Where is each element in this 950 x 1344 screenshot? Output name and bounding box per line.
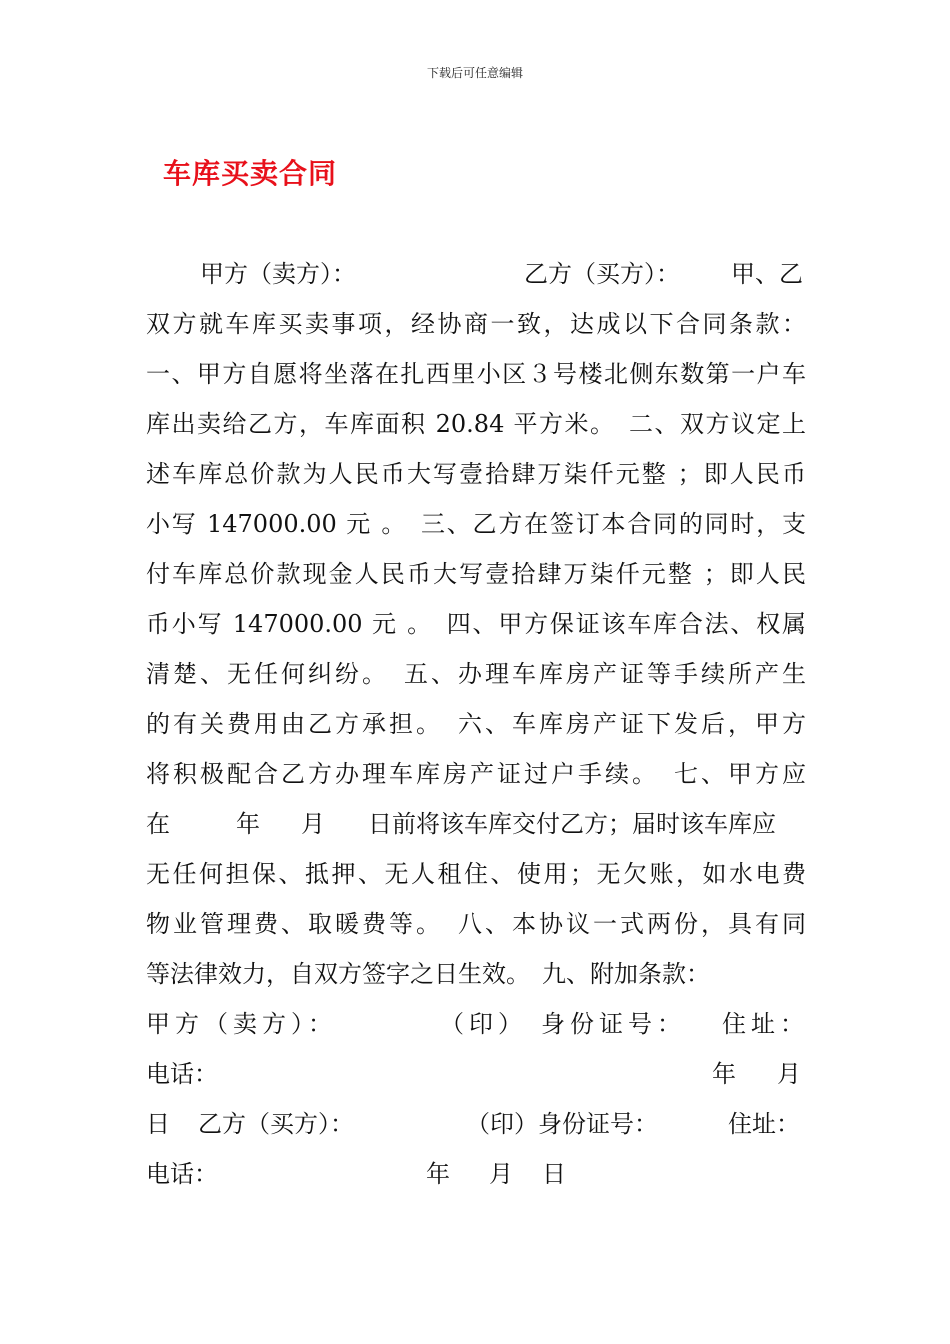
party-a-signature-label: 甲方（卖方）： [146,1010,337,1038]
phone-label: 电话： [146,1060,218,1088]
id-number-label: 身份证号： [541,1010,686,1038]
address-label: 住址： [722,1010,809,1038]
body-line: 双方就车库买卖事项，经协商一致，达成以下合同条款： [146,310,806,338]
body-line [146,1149,806,1199]
body-line: 的有关费用由乙方承担。 六、车库房产证下发后，甲方 [146,710,806,738]
body-line: 一、甲方自愿将坐落在扎西里小区３号楼北侧东数第一户车 [146,360,806,388]
body-line: 付车库总价款现金人民币大写壹拾肆万柒仟元整 ；即人民 [146,560,806,588]
body-line [146,799,806,849]
body-line [146,1099,806,1149]
month-label: 月 [777,1060,801,1088]
party-b-signature-label: 乙方（买方）： [198,1110,354,1138]
party-b-label: 乙方（买方）： [524,260,680,288]
seal-id-label: （印）身份证号： [466,1110,658,1138]
body-line: 物业管理费、取暖费等。 八、本协议一式两份，具有同 [146,910,806,938]
body-line [146,249,806,299]
body-line: 将积极配合乙方办理车库房产证过户手续。 七、甲方应 [146,760,806,788]
body-line [146,999,809,1049]
page-title: 车库买卖合同 [163,157,338,190]
year-label: 年 [712,1060,736,1088]
party-a-label: 甲方（卖方）： [200,260,356,288]
year-label: 年 [426,1160,450,1188]
body-line: 小写 147000.00 元 。 三、乙方在签订本合同的同时，支 [146,510,806,538]
day-label: 日 [146,1110,170,1138]
seal-label: （印） [440,1010,527,1038]
body-line: 无任何担保、抵押、无人租住、使用；无欠账，如水电费 [146,860,806,888]
year-label: 年 [236,810,260,838]
body-text-segment: 日前将该车库交付乙方；届时该车库应 [368,810,776,838]
body-line: 币小写 147000.00 元 。 四、甲方保证该车库合法、权属 [146,610,806,638]
address-label: 住址： [728,1110,800,1138]
day-label: 日 [542,1160,566,1188]
body-text-segment: 甲、乙 [731,260,803,288]
body-line: 库出卖给乙方，车库面积 20.84 平方米。 二、双方议定上 [146,410,806,438]
body-line [146,1049,806,1099]
month-label: 月 [301,810,325,838]
body-line: 述车库总价款为人民币大写壹拾肆万柒仟元整 ；即人民币 [146,460,806,488]
header-note: 下载后可任意编辑 [426,66,523,80]
month-label: 月 [489,1160,513,1188]
body-line: 清楚、无任何纠纷。 五、办理车库房产证等手续所产生 [146,660,806,688]
body-line: 等法律效力，自双方签字之日生效。 九、附加条款： [146,960,710,988]
phone-label: 电话： [146,1160,218,1188]
body-text-segment: 在 [146,810,170,838]
